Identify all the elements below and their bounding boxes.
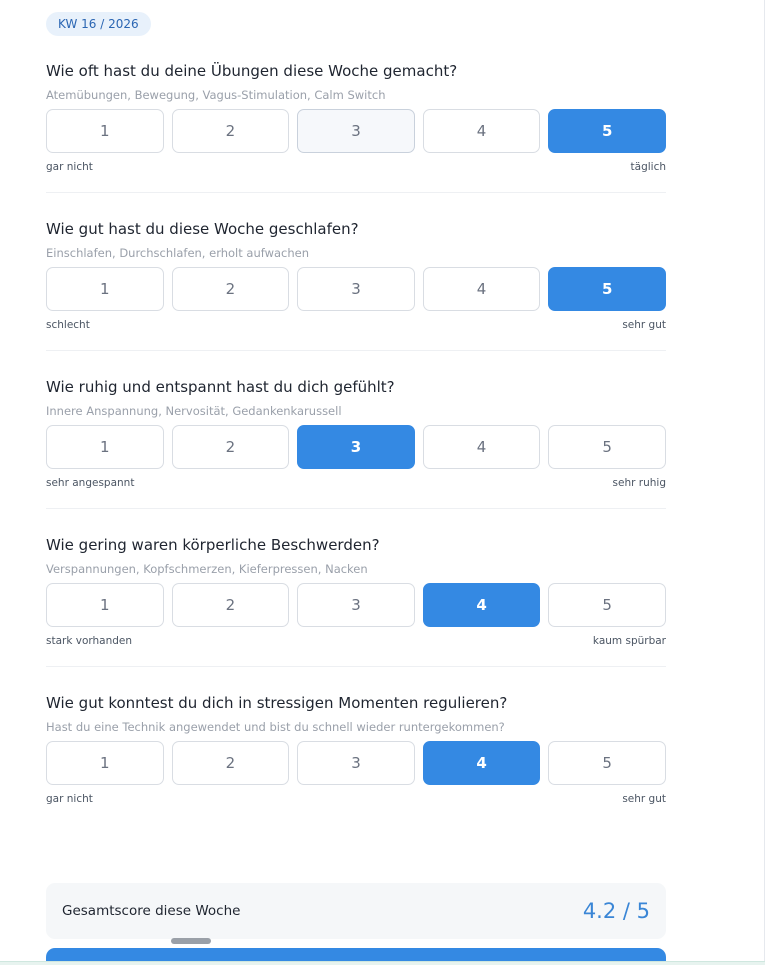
rating-option-5[interactable]: 5	[548, 425, 666, 469]
rating-option-3[interactable]: 3	[297, 583, 415, 627]
scale-low-label: gar nicht	[46, 793, 93, 805]
rating-option-1[interactable]: 1	[46, 109, 164, 153]
question-2	[46, 219, 666, 351]
scale-high-label: sehr ruhig	[612, 477, 666, 489]
scale-high-label: sehr gut	[622, 319, 666, 331]
scale-low-label: gar nicht	[46, 161, 93, 173]
rating-option-5[interactable]: 5	[548, 109, 666, 153]
scale-high-label: kaum spürbar	[592, 635, 666, 647]
rating-option-5[interactable]: 5	[548, 583, 666, 627]
question-1	[46, 61, 666, 193]
section-divider	[46, 192, 666, 193]
question-subtitle: Verspannungen, Kopfschmerzen, Kieferpressen, Nacken	[46, 562, 368, 576]
rating-scale	[46, 741, 666, 785]
rating-option-2[interactable]: 2	[172, 741, 290, 785]
rating-scale	[46, 425, 666, 469]
rating-option-4[interactable]: 4	[423, 109, 541, 153]
rating-option-2[interactable]: 2	[172, 425, 290, 469]
scale-low-label: schlecht	[46, 319, 90, 331]
question-title: Wie gering waren körperliche Beschwerden?	[46, 536, 380, 554]
scroll-handle[interactable]	[171, 938, 211, 944]
question-3	[46, 377, 666, 509]
rating-option-5[interactable]: 5	[548, 741, 666, 785]
question-4	[46, 535, 666, 667]
rating-option-4[interactable]: 4	[423, 741, 541, 785]
scale-high-label: täglich	[630, 161, 666, 173]
question-title: Wie ruhig und entspannt hast du dich gefühlt?	[46, 378, 395, 396]
question-subtitle: Einschlafen, Durchschlafen, erholt aufwachen	[46, 246, 310, 260]
scale-anchors	[46, 318, 666, 332]
scale-anchors	[46, 160, 666, 174]
rating-scale	[46, 583, 666, 627]
rating-scale	[46, 267, 666, 311]
rating-scale	[46, 109, 666, 153]
rating-option-4[interactable]: 4	[423, 583, 541, 627]
scale-low-label: stark vorhanden	[46, 635, 133, 647]
scale-anchors	[46, 792, 666, 806]
question-title: Wie gut hast du diese Woche geschlafen?	[46, 220, 359, 238]
question-title: Wie oft hast du deine Übungen diese Woche gemacht?	[46, 62, 458, 80]
rating-option-1[interactable]: 1	[46, 425, 164, 469]
rating-option-2[interactable]: 2	[172, 267, 290, 311]
question-subtitle: Innere Anspannung, Nervosität, Gedankenkarussell	[46, 404, 342, 418]
rating-option-1[interactable]: 1	[46, 741, 164, 785]
rating-option-5[interactable]: 5	[548, 267, 666, 311]
rating-option-4[interactable]: 4	[423, 425, 541, 469]
rating-option-3[interactable]: 3	[297, 741, 415, 785]
rating-option-1[interactable]: 1	[46, 267, 164, 311]
section-divider	[46, 508, 666, 509]
week-badge: KW 16 / 2026	[46, 12, 151, 36]
total-score-value: 4.2 / 5	[582, 899, 650, 923]
rating-option-4[interactable]: 4	[423, 267, 541, 311]
rating-option-1[interactable]: 1	[46, 583, 164, 627]
bottom-edge	[0, 961, 765, 965]
scale-anchors	[46, 476, 666, 490]
question-title: Wie gut konntest du dich in stressigen Momenten regulieren?	[46, 694, 508, 712]
weekly-check-in-form	[46, 12, 666, 806]
scale-low-label: sehr angespannt	[46, 477, 135, 489]
question-list	[46, 61, 666, 806]
scale-high-label: sehr gut	[622, 793, 666, 805]
scale-anchors	[46, 634, 666, 648]
rating-option-3[interactable]: 3	[297, 425, 415, 469]
rating-option-2[interactable]: 2	[172, 583, 290, 627]
total-score-label: Gesamtscore diese Woche	[62, 903, 241, 919]
question-subtitle: Hast du eine Technik angewendet und bist du schnell wieder runtergekommen?	[46, 720, 505, 734]
question-subtitle: Atemübungen, Bewegung, Vagus-Stimulation, Calm Switch	[46, 88, 386, 102]
section-divider	[46, 350, 666, 351]
rating-option-3[interactable]: 3	[297, 267, 415, 311]
rating-option-2[interactable]: 2	[172, 109, 290, 153]
total-score-card	[46, 883, 666, 939]
rating-option-3[interactable]: 3	[297, 109, 415, 153]
question-5	[46, 693, 666, 806]
section-divider	[46, 666, 666, 667]
